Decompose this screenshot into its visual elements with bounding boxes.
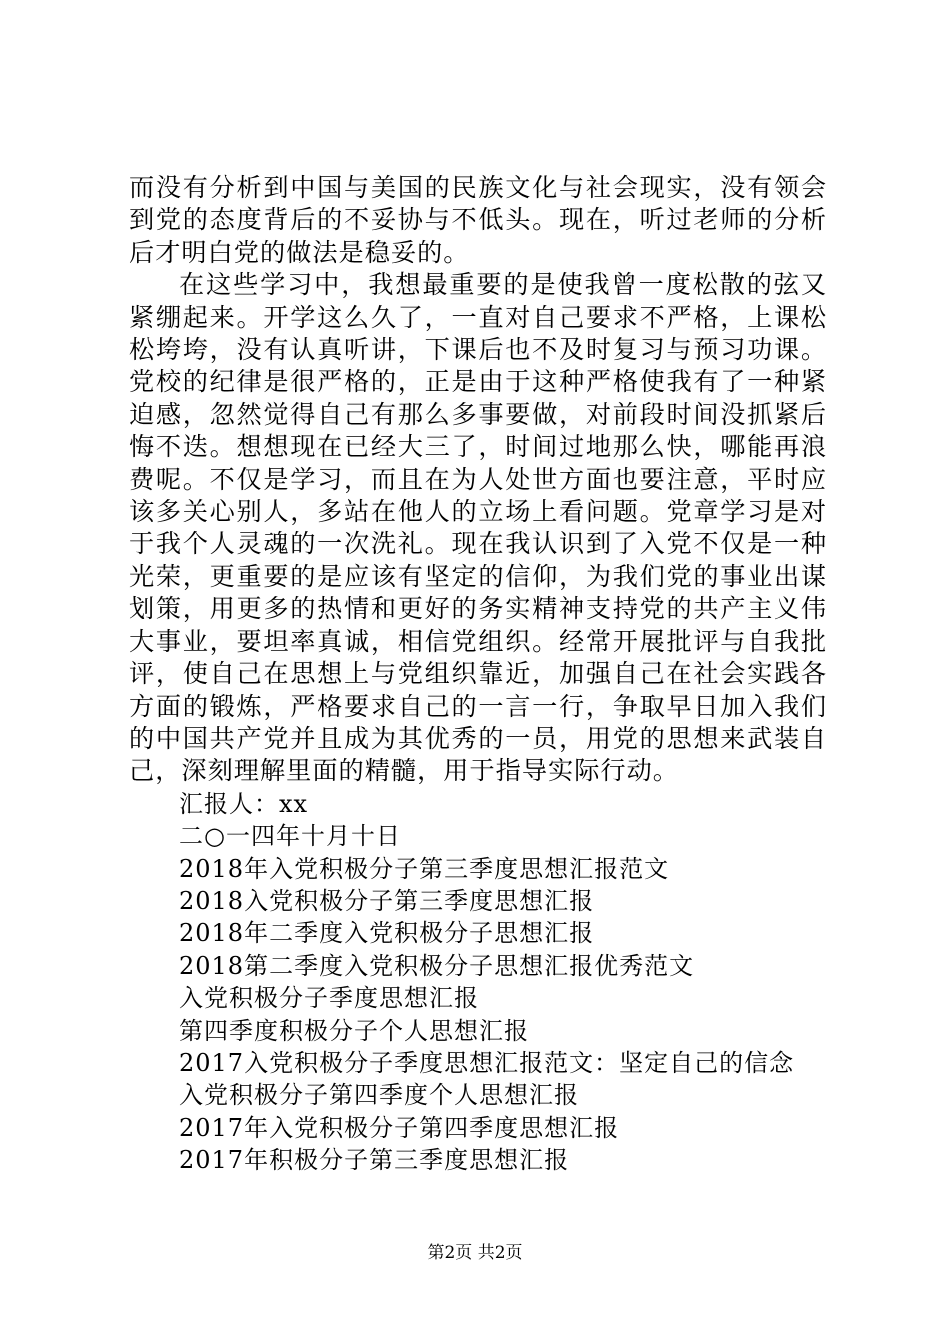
body-paragraph: 而没有分析到中国与美国的民族文化与社会现实，没有领会到党的态度背后的不妥协与不低头。现在，听过老师的分析后才明白党的做法是稳妥的。 — [129, 173, 827, 267]
related-title: 2017年入党积极分子第四季度思想汇报 — [179, 1113, 620, 1142]
related-title: 第四季度积极分子个人思想汇报 — [179, 1016, 529, 1045]
related-title: 2018年入党积极分子第三季度思想汇报范文 — [179, 854, 670, 883]
page-footer: 第2页 共2页 — [427, 1243, 523, 1263]
related-title: 2017年积极分子第三季度思想汇报 — [179, 1146, 570, 1175]
date-line: 二○一四年十月十日 — [179, 822, 401, 851]
body-paragraph: 在这些学习中，我想最重要的是使我曾一度松散的弦又紧绷起来。开学这么久了，一直对自己要求不严格，上课松松垮垮，没有认真听讲，下课后也不及时复习与预习功课。党校的纪律是很严格的，正是由于这种严格使我有了一种紧迫感，忽然觉得自己有那么多事要做，对前段时间没抓紧后悔不迭。想想现在已经大三了，时间过地那么快，哪能再浪费呢。不仅是学习，而且在为人处世方面也要注意，平时应该多关心别人，多站在他人的立场上看问题。党章学习是对于我个人灵魂的一次洗礼。现在我认识到了入党不仅是一种光荣，更重要的是应该有坚定的信仰，为我们党的事业出谋划策，用更多的热情和更好的务实精神支持党的共产主义伟大事业，要坦率真诚，相信党组织。经常开展批评与自我批评，使自己在思想上与党组织靠近，加强自己在社会实践各方面的锻炼，严格要求自己的一言一行，争取早日加入我们的中国共产党并且成为其优秀的一员，用党的思想来武装自己，深刻理解里面的精髓，用于指导实际行动。 — [129, 270, 827, 786]
related-title: 入党积极分子季度思想汇报 — [179, 984, 479, 1013]
related-title: 入党积极分子第四季度个人思想汇报 — [179, 1081, 579, 1110]
related-title: 2017入党积极分子季度思想汇报范文：坚定自己的信念 — [179, 1048, 795, 1077]
reporter-line: 汇报人：xx — [179, 789, 309, 818]
related-title: 2018第二季度入党积极分子思想汇报优秀范文 — [179, 951, 695, 980]
related-title: 2018入党积极分子第三季度思想汇报 — [179, 886, 595, 915]
document-body — [129, 172, 827, 1177]
related-title: 2018年二季度入党积极分子思想汇报 — [179, 919, 595, 948]
